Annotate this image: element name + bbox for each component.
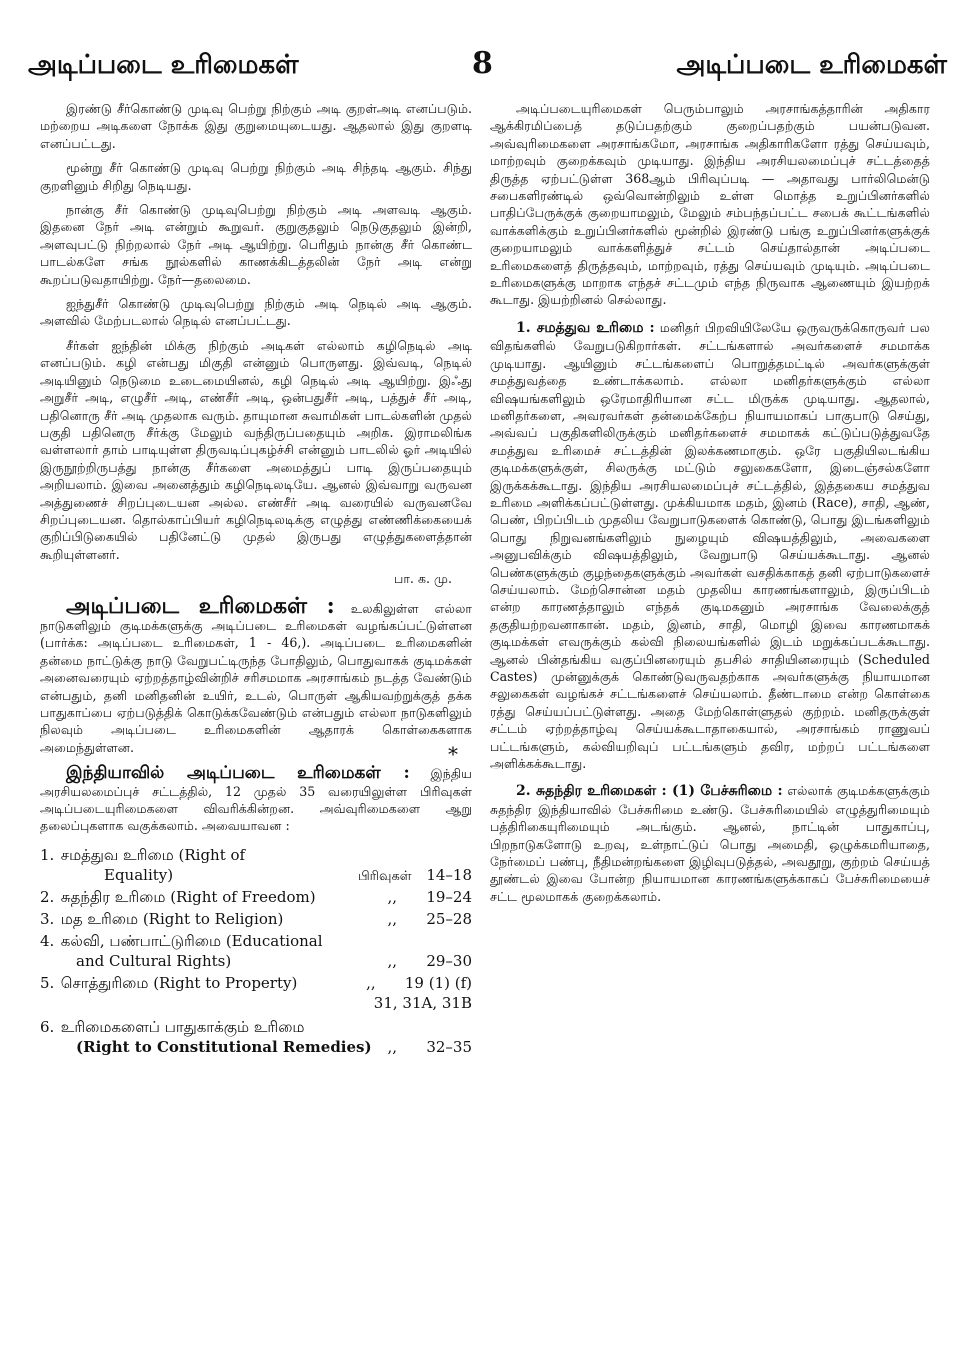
section-india-rights — [40, 765, 472, 835]
section-end-star: * — [448, 742, 458, 767]
running-header — [0, 46, 967, 86]
sub-text-india: இந்திய அரசியலமைப்புச் சட்டத்தில், 12 முதல் 35 வரையிலுள்ள பிரிவுகள் அடிப்படையுரிமைகளை விவரிக்கின்றன. அவ்வுரிமைகளை ஆறு தலைப்புகளாக வகுக்கலாம். அவையாவன : — [40, 766, 472, 834]
paragraph-intro: அடிப்படையுரிமைகள் பெரும்பாலும் அரசாங்கத்தாரின் அதிகார ஆக்கிரமிப்பைத் தடுப்பதற்கும் குறைப்பதற்கும் பயன்படுவன. அவ்வுரிமைகளை அரசாங்கமோ, அரசாங்க அதிகாரிகளோ ரத்து செய்யவும், மாற்றவும் குறைக்கவும் முடியாது. இந்திய அரசியலமைப்புச் சட்டத்தைத் திருத்த ஏற்பட்டுள்ள 368ஆம் பிரிவுப்படி — அதாவது பார்லிமென்டு சபைகளிரண்டில் ஒவ்வொன்றிலும் உள்ள மொத்த உறுப்பினர்களில் பாதிப்பேருக்குக் குறையாமலும், மேலும் சம்பந்தப்பட்ட சபைக் கூட்டங்களில் வாக்களிக்கும் உறுப்பினர்களில் மூன்றில் இரண்டு பங்கு உறுப்பினர்களுக்குக் குறையாமலும் வாக்களித்துச் சட்டம் செய்தால்தான் அடிப்படை உரிமைகளைத் திருத்தவும், மாற்றவும், ரத்து செய்யவும் முடியும். அடிப்படை உரிமைகளுக்கு மாறாக எந்தச் சட்டமும் எந்த நிருவாக ஆணையும் இயற்றக் கூடாது. இயற்றினல் செல்லாது. — [490, 101, 930, 308]
rights-list — [40, 845, 472, 1057]
section-equality — [490, 319, 930, 773]
equality-text: மனிதர் பிறவியிலேயே ஒருவருக்கொருவர் பல விதங்களில் வேறுபடுகிறார்கள். சட்டங்களால் அவர்களைச் சமமாக்க முடியாது. ஆயினும் சட்டங்களைப் பொறுத்தமட்டில் அவர்களுக்குள் சமத்துவத்தை உண்டாக்கலாம். எல்லா மனிதர்களுக்கும் எல்லா விஷயங்களிலும் ஒரேமாதிரியான சட்ட மிருக்க முடியாது. ஆதலால், மனிதர்களை, அவரவர்கள் தன்மைக்கேற்ப நியாயமாகப் பாகுபாடு செய்து, அவ்வப் பகுதிகளிலிருக்கும் மனிதர்களைச் சமமாகக் கட்டுப்படுத்துவதே சமத்துவ உரிமைச் சட்டத்தின் இலக்கணமாகும். ஒரே பகுதியிலடங்கிய குடிமக்களுக்குள், சிலருக்கு மட்டும் சலுகைகளோ, இடைஞ்சல்களோ இருக்கக்கூடாது. இந்திய அரசியலமைப்புச் சட்டத்தில், இத்தகைய சமத்துவ உரிமை அளிக்கப்பட்டுள்ளது. முக்கியமாக மதம், இனம் (Race), சாதி, ஆண், பெண், பிறப்பிடம் முதலிய வேறுபாடுகளைக் கொண்டு, பொது இடங்களிலும் பொது நிறுவனங்களிலும் நுழையும் விஷயத்திலும், அவைகளை அனுபவிக்கும் விஷயத்திலும், வேறுபாடு செய்யக்கூடாது. ஆனல் பெண்களுக்கும் குழந்தைகளுக்கும் அவர்கள் வசதிக்காகத் தனி ஏற்பாடுகளைச் செய்யலாம். மேற்சொன்ன மதம் முதலிய காரணங்களாலும், இருப்பிடம் என்ற காரணத்தாலும் எந்தக் குடிமகனும் அரசாங்க வேலைக்குத் தகுதியற்றவனாகான். மதம், இனம், சாதி, மொழி இவை காரணமாகக் குடிமக்கள் எவருக்கும் கல்வி நிலையங்களில் இடம் மறுக்கப்படக்கூடாது. ஆனல் பின்தங்கிய வகுப்பினரையும் தபசில் சாதியினரையும் (Scheduled Castes) முன்னுக்குக் கொண்டுவருவதற்காக அவர்களுக்கு நியாயமான சலுகைகள் வழங்கச் சட்டங்களைச் செய்யலாம். தீண்டாமை என்ற கொள்கை ரத்து செய்யப்பட்டுள்ளது. அதை மேற்கொள்ளுதல் குற்றம். மனிதருக்குள் சட்டம் ஏற்றத்தாழ்வு செய்யக்கூடாதாகையால், அரசாங்கம் ராணுவப் பட்டங்களும், கல்வியறிவுப் பட்டங்களும் தவிர, மற்றப் பட்டங்களை அளிக்கக்கூடாது. — [490, 319, 930, 772]
list-item: 4. கல்வி, பண்பாட்டுரிமை (Educational and Cultural Rights) ,, 29–30 — [40, 931, 472, 970]
page-number: 8 — [472, 46, 493, 81]
entry-heading: அடிப்படை உரிமைகள் : — [66, 592, 335, 619]
paragraph-sindadi: மூன்று சீர் கொண்டு முடிவு பெற்று நிற்கும் அடி சிந்தடி ஆகும். சிந்து குறளினும் சிறிது நெடியது. — [40, 160, 472, 193]
paragraph-nediladi: ஐந்துசீர் கொண்டு முடிவுபெற்று நிற்கும் அடி நெடில் அடி ஆகும். அளவில் மேற்படலால் நெடில் எனப்பட்டது. — [40, 296, 472, 329]
left-column — [40, 100, 472, 1059]
freedom-label: 2. சுதந்திர உரிமைகள் : (1) பேச்சுரிமை : — [516, 783, 783, 800]
list-item: 1. சமத்துவ உரிமை (Right of Equality) பிரிவுகள் 14–18 — [40, 845, 472, 884]
equality-label: 1. சமத்துவ உரிமை : — [516, 319, 655, 336]
entry-text: உலகிலுள்ள எல்லா நாடுகளிலும் குடிமக்களுக்கு அடிப்படை உரிமைகள் வழங்கப்பட்டுள்ளன (பார்க்க: அடிப்படை உரிமைகள், 1 - 46,). அடிப்படை உரிமைகளின் தன்மை நாட்டுக்கு நாடு வேறுபட்டிருந்த போதிலும், பொதுவாகக் குடிமக்கள் அனைவரையும் ஏற்றத்தாழ்வின்றிச் சரிசமமாக அரசாங்கம் நடத்த வேண்டும் என்பதும், தனி மனிதனின் உயிர், உடல், பொருள் ஆகியவற்றுக்குத் தக்க பாதுகாப்பை ஏற்படுத்திக் கொடுக்கவேண்டும் என்பதும் எல்லா நாடுகளிலும் நிலவும் அடிப்படை உரிமைகளின் ஆதாரக் கொள்கைகளாக அமைந்துள்ளன. — [40, 600, 472, 755]
paragraph-kuraladi: இரண்டு சீர்கொண்டு முடிவு பெற்று நிற்கும் அடி குறள்அடி எனப்படும். மற்றைய அடிகளை நோக்க இது குறுமையுடையது. ஆதலால் இது குறளடி எனப்பட்டது. — [40, 101, 472, 151]
sub-heading-india: இந்தியாவில் அடிப்படை உரிமைகள் : — [66, 763, 410, 784]
paragraph-kazhinediladi: சீர்கள் ஐந்தின் மிக்கு நிற்கும் அடிகள் எல்லாம் கழிநெடில் அடி எனப்படும். கழி என்பது மிகுதி என்னும் பொருளது. இவ்வடி, நெடில் அடியினும் நெடுமை உடைமையினல், கழி நெடில் அடி ஆயிற்று. இஃது அறுசீர் அடி, எழுசீர் அடி, எண்சீர் அடி, ஒன்பதுசீர் அடி, பத்துச் சீர் அடி, பதினொரு சீர் அடி முதலாக வரும். தாயுமான சுவாமிகள் பாடல்களின் முதல் பகுதி பதினெரு சீர்க்கு மேலும் வந்திருப்பதையும் அறிக. இராமலிங்க வள்ளலார் தாம் பாடியுள்ள திருவடிப்புகழ்ச்சி என்னும் பாடலில் ஓர் அடியில் இருநூற்றிருபத்து நான்கு சீர்களை அமைத்துப் பாடி இருப்பதையும் அறியலாம். இவை அனைத்தும் கழிநெடிலடியே. ஆனல் இவ்வாறு வருவன அத்துணைச் சிறப்புடையன அல்ல. எண்சீர் அடி வரையில் வருவனவே சிறப்புடையன. தொல்காப்பியர் கழிநெடிலடிக்கு எழுத்து எண்ணிக்கையைக் குறிப்பிடுகையில் பதினேட்டு முதல் இருபது எழுத்துகளைத்தான் கூறியுள்ளனர். — [40, 337, 472, 562]
freedom-text: எல்லாக் குடிமக்களுக்கும் சுதந்திர இந்தியாவில் பேச்சுரிமை உண்டு. பேச்சுரிமையில் எழுத்துரிமையும் பத்திரிகையுரிமையும் அடங்கும். ஆனல், நாட்டின் பாதுகாப்பு, பிறநாடுகளோடு உறவு, உள்நாட்டுப் பொது அமைதி, ஒழுக்கமரியாதை, நேர்மைப் பண்பு, நீதிமன்றங்களை இழிவுபடுத்தல், அவதூறு, குற்றம் செய்யத் தூண்டல் இவை போன்ற நியாயமான காரணங்களுக்காகப் பேச்சுரிமையைச் சட்ட மூலமாகக் குறைக்கலாம். — [490, 783, 930, 904]
articles-label: பிரிவுகள் — [357, 868, 412, 884]
header-left-title: அடிப்படை உரிமைகள் — [28, 50, 299, 80]
list-item: 6. உரிமைகளைப் பாதுகாக்கும் உரிமை (Right to Constitutional Remedies) ,, 32–35 — [40, 1017, 472, 1056]
list-item: 5. சொத்துரிமை (Right to Property) ,, 19 (1) (f) 31, 31A, 31B — [40, 973, 472, 1012]
section-freedom — [490, 782, 930, 905]
list-item: 3. மத உரிமை (Right to Religion) ,, 25–28 — [40, 909, 472, 928]
right-column — [490, 100, 930, 912]
header-right-title: அடிப்படை உரிமைகள் — [676, 50, 947, 80]
paragraph-alavadi: நான்கு சீர் கொண்டு முடிவுபெற்று நிற்கும் அடி அளவடி ஆகும். இதனை நேர் அடி என்றும் கூறுவர். குறுகுதலும் நெடுகுதலும் இன்றி, அளவுபட்டு நிற்றலால் நேர் அடி ஆயிற்று. பெரிதும் நான்கு சீர் கொண்ட பாடல்களே சங்க நூல்களில் காணக்கிடத்தலின் நேர் அடி என்று கூறப்படுவதாயிற்று. நேர்—தலைமை. — [40, 202, 472, 287]
list-item: 2. சுதந்திர உரிமை (Right of Freedom) ,, 19–24 — [40, 887, 472, 906]
author-signature: பா. க. மு. — [393, 571, 452, 587]
entry-fundamental-rights — [40, 592, 472, 757]
